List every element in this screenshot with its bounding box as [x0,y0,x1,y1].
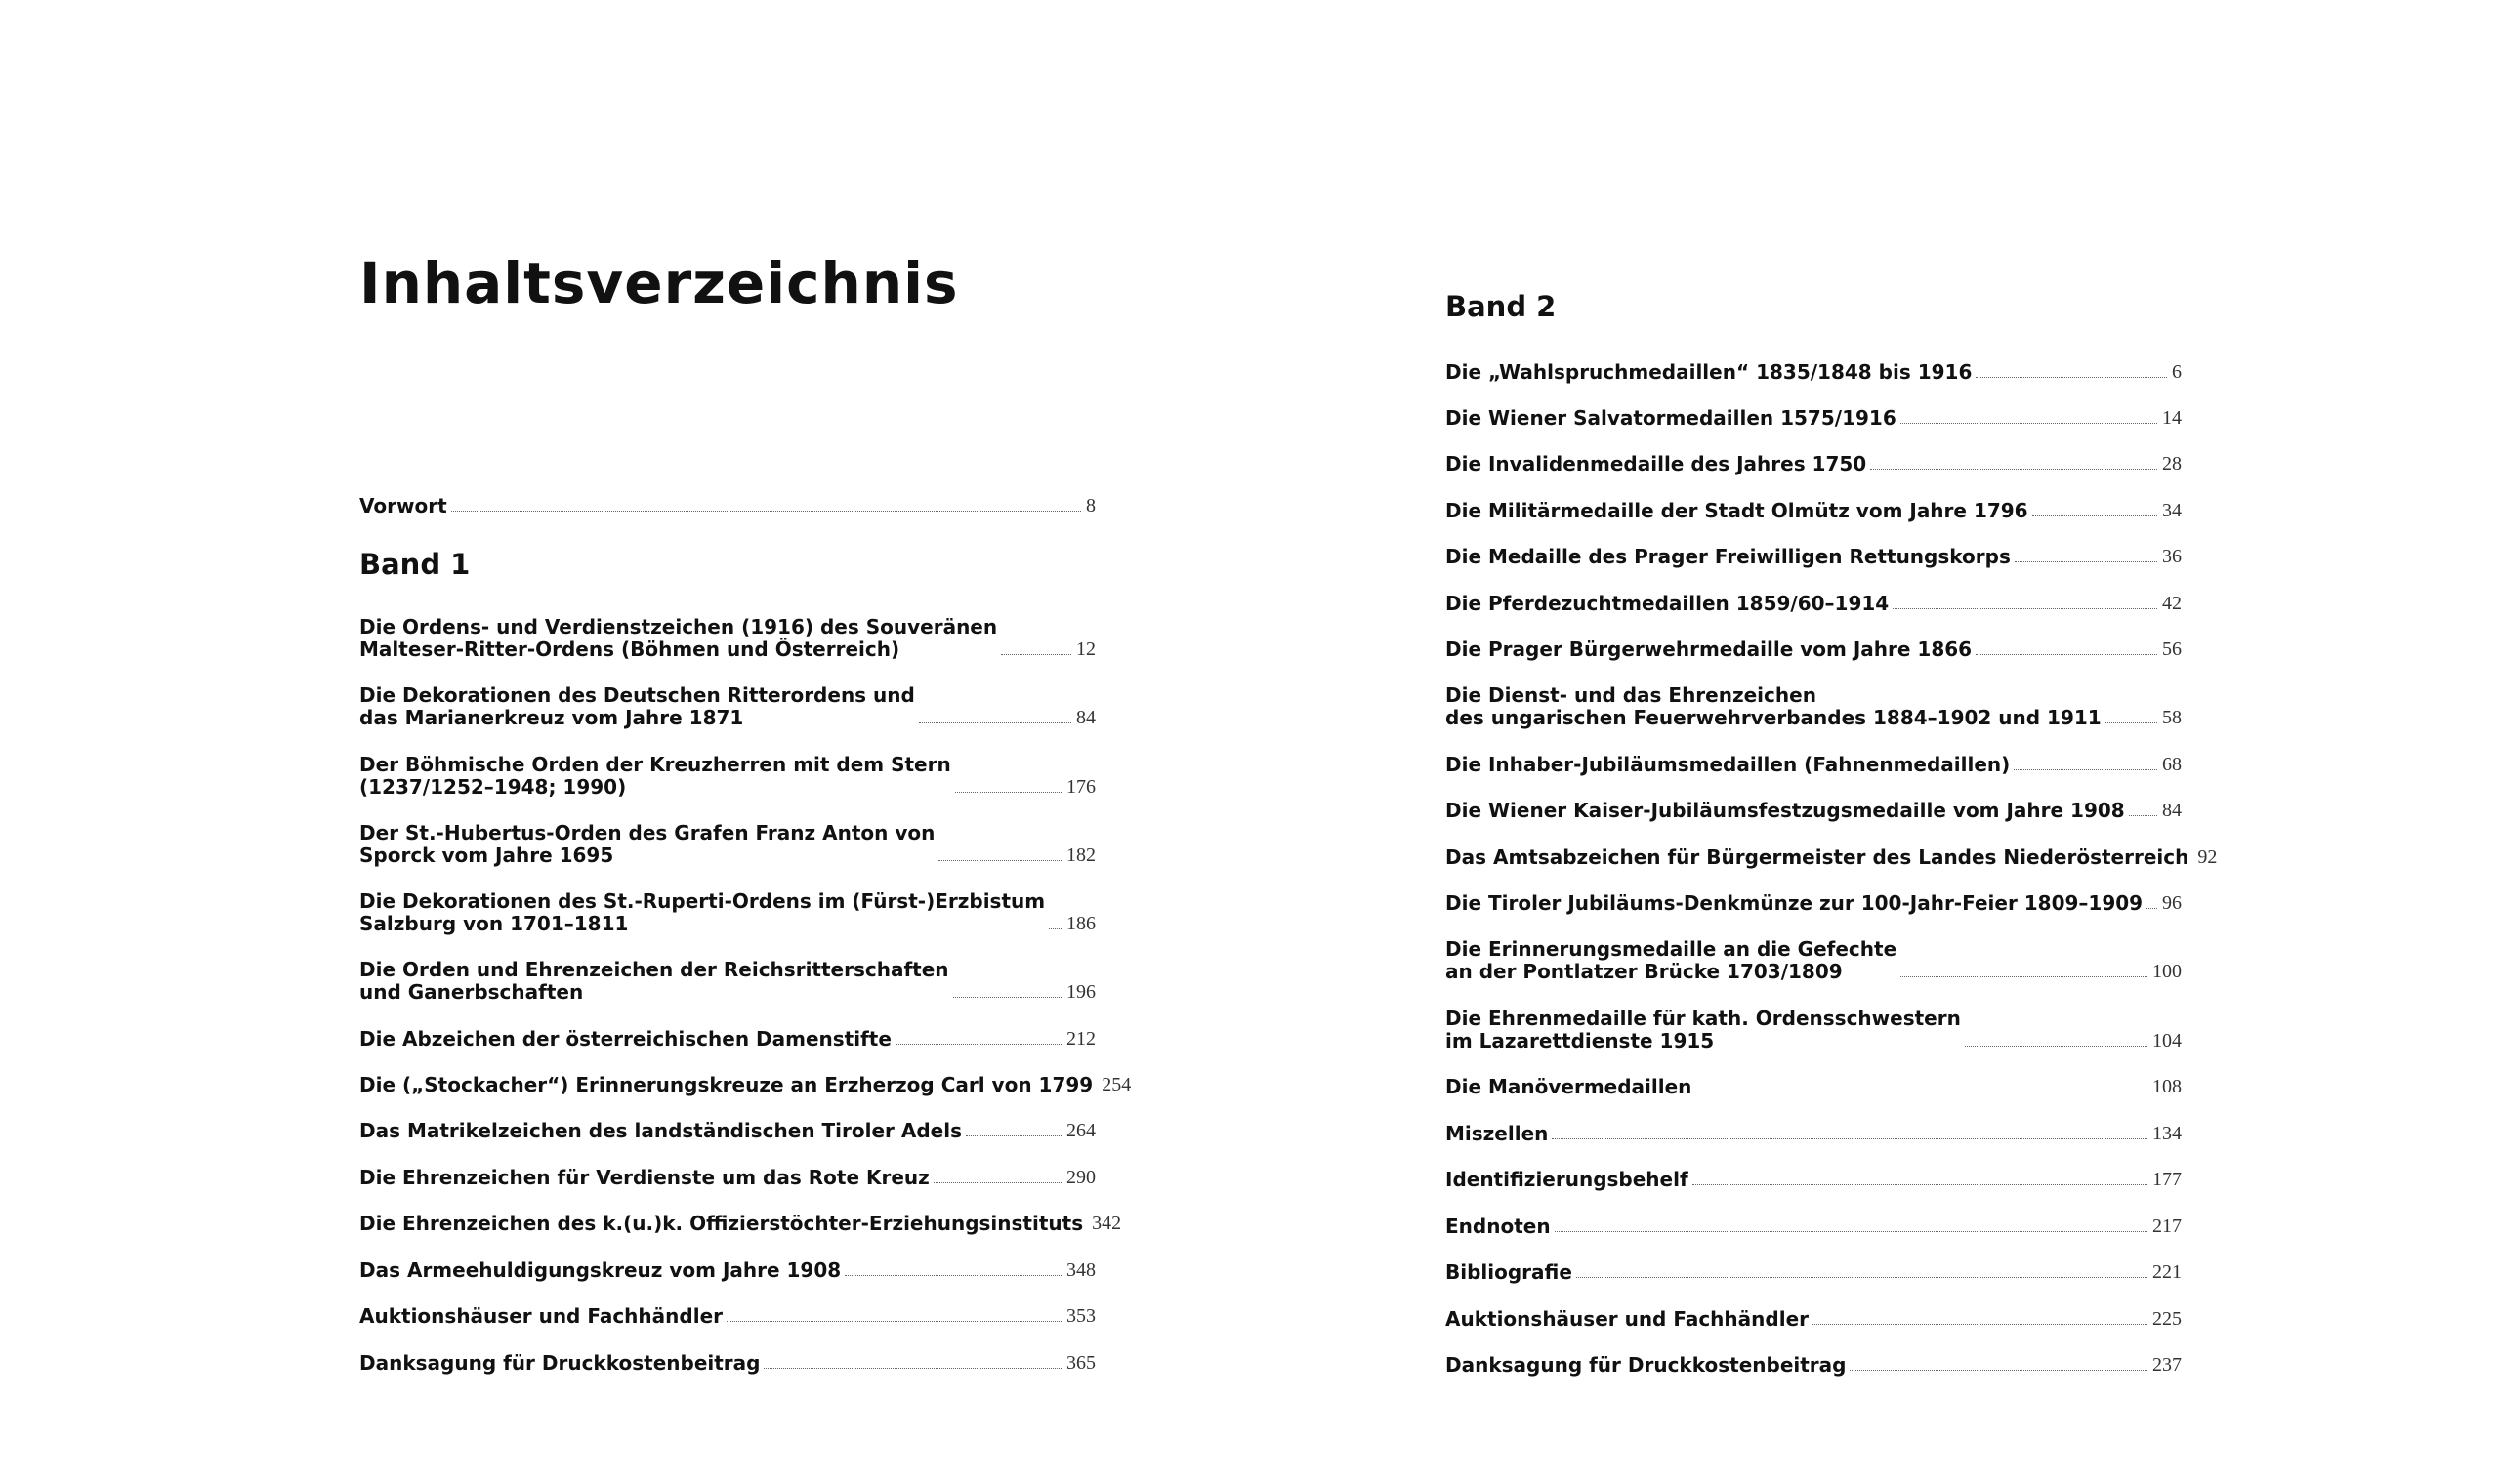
toc-entry-page: 58 [2162,707,2182,728]
band-2-toc-entry[interactable] [1445,1216,2182,1238]
toc-entry-page: 84 [1076,707,1096,728]
dot-leader [2032,515,2157,516]
toc-entry-page: 100 [2152,961,2182,982]
band-2-toc-entry[interactable] [1445,361,2182,384]
dot-leader [764,1367,1062,1369]
dot-leader [1812,1323,2147,1325]
toc-entry-page: 14 [2162,407,2182,429]
dot-leader [896,1043,1062,1045]
toc-entry-title: Danksagung für Druckkostenbeitrag [359,1351,761,1375]
band-2-toc-entry[interactable] [1445,845,2218,869]
toc-entry-page: 84 [2162,800,2182,821]
dot-leader [2015,560,2157,562]
dot-leader [1870,468,2157,470]
toc-entry-title: Identifizierungsbehelf [1445,1168,1688,1191]
dot-leader [1900,975,2147,977]
band-2-toc-entry[interactable] [1445,1008,2182,1052]
toc-entry-page: 264 [1066,1120,1096,1141]
toc-entry-page: 342 [1092,1213,1122,1234]
toc-entry-title: Die Wiener Salvatormedaillen 1575/1916 [1445,406,1896,430]
toc-entry-page: 212 [1066,1028,1096,1050]
toc-entry-page: 221 [2152,1261,2182,1283]
toc-entry-title: Die Erinnerungsmedaille an die Gefechte an der Pontlatzer Brücke 1703/1809 [1445,937,1897,983]
band-1-toc-entry[interactable] [359,822,1096,867]
toc-entry-page: 182 [1066,845,1096,866]
band-1-toc-entry[interactable] [359,616,1096,661]
toc-entry-page: 177 [2152,1169,2182,1190]
dot-leader [1976,376,2167,378]
band-2-toc-entry[interactable] [1445,1076,2182,1098]
dot-leader [1555,1230,2147,1232]
band-1-toc-entry[interactable] [359,959,1096,1004]
toc-entry-title: Bibliografie [1445,1260,1572,1284]
band-1-toc-entry[interactable] [359,1259,1096,1282]
toc-entry-page: 290 [1066,1167,1096,1188]
band-2-toc-entry[interactable] [1445,1169,2182,1191]
band-2-toc-entry[interactable] [1445,684,2182,729]
toc-entry-page: 217 [2152,1216,2182,1237]
toc-entry-page: 12 [1076,639,1096,660]
band-2-toc-entry[interactable] [1445,892,2182,915]
toc-entry-page: 34 [2162,500,2182,521]
dot-leader [934,1181,1062,1183]
dot-leader [1850,1369,2147,1371]
toc-entry-page: 225 [2152,1308,2182,1330]
toc-entry-page: 6 [2172,361,2182,383]
dot-leader [2129,814,2157,816]
toc-entry-page: 104 [2152,1030,2182,1051]
band-2-toc-entry[interactable] [1445,938,2182,983]
toc-entry-page: 237 [2152,1354,2182,1376]
dot-leader [1695,1091,2147,1092]
band-1-heading: Band 1 [359,548,471,581]
toc-entry-page: 56 [2162,639,2182,660]
toc-entry-title: Das Amtsabzeichen für Bürgermeister des Landes Niederösterreich [1445,845,2189,869]
toc-entry-page: 96 [2162,892,2182,914]
band-2-toc-entry[interactable] [1445,1123,2182,1145]
dot-leader [938,859,1062,861]
dot-leader [1001,653,1071,655]
band-1-toc-entry[interactable] [359,1028,1096,1051]
toc-entry-title: Das Armeehuldigungskreuz vom Jahre 1908 [359,1258,842,1282]
toc-entry-vorwort[interactable] [359,495,1096,517]
dot-leader [2146,907,2157,909]
dot-leader [1965,1045,2147,1047]
band-1-toc-entry[interactable] [359,684,1096,729]
band-1-toc-entry[interactable] [359,754,1096,799]
band-1-toc-entry[interactable] [359,1120,1096,1142]
toc-entry-page: 28 [2162,453,2182,474]
toc-entry-title: Die Medaille des Prager Freiwilligen Rettungskorps [1445,545,2011,568]
toc-entry-title: Die („Stockacher“) Erinnerungskreuze an Erzherzog Carl von 1799 [359,1073,1094,1096]
dot-leader [2105,721,2157,723]
toc-entry-page: 348 [1066,1259,1096,1281]
dot-leader [953,996,1062,998]
toc-entry-title: Die Militärmedaille der Stadt Olmütz vom Jahre 1796 [1445,499,2028,522]
dot-leader [1049,928,1062,929]
toc-entry-title: Die Tiroler Jubiläums-Denkmünze zur 100-Jahr-Feier 1809–1909 [1445,891,2144,915]
toc-entry-page: 196 [1066,981,1096,1003]
band-1-toc-entry[interactable] [359,1073,1132,1096]
toc-entry-title: Die „Wahlspruchmedaillen“ 1835/1848 bis 1916 [1445,360,1973,384]
toc-entry-page: 92 [2197,846,2218,868]
toc-entry-title: Auktionshäuser und Fachhändler [359,1304,723,1328]
dot-leader [1576,1276,2147,1278]
toc-entry-title: Die Manövermedaillen [1445,1075,1692,1098]
toc-entry-title: Die Ehrenmedaille für kath. Ordensschwestern im Lazarettdienste 1915 [1445,1007,1961,1052]
toc-entry-page: 176 [1066,776,1096,798]
dot-leader [919,721,1071,723]
toc-entry-page: 8 [1086,495,1096,516]
band-1-toc-entry[interactable] [359,1212,1122,1235]
band-2-toc-entry[interactable] [1445,546,2182,568]
band-2-toc-entry[interactable] [1445,407,2182,430]
toc-entry-title: Die Ehrenzeichen des k.(u.)k. Offizierstöchter-Erziehungsinstituts [359,1212,1084,1235]
dot-leader [2014,768,2157,770]
dot-leader [1900,422,2157,424]
band-1-toc-entry[interactable] [359,1167,1096,1189]
toc-entry-title: Die Ehrenzeichen für Verdienste um das Rote Kreuz [359,1166,930,1189]
dot-leader [1976,653,2157,655]
band-1-toc-entry[interactable] [359,1352,1096,1375]
toc-entry-page: 108 [2152,1076,2182,1097]
toc-entry-page: 68 [2162,754,2182,775]
toc-entry-title: Der Böhmische Orden der Kreuzherren mit dem Stern (1237/1252–1948; 1990) [359,753,951,799]
toc-entry-title: Endnoten [1445,1215,1551,1238]
toc-entry-page: 42 [2162,593,2182,614]
toc-entry-title: Der St.-Hubertus-Orden des Grafen Franz Anton von Sporck vom Jahre 1695 [359,821,936,867]
band-1-toc-entry[interactable] [359,1305,1096,1328]
toc-entry-title: Danksagung für Druckkostenbeitrag [1445,1353,1847,1377]
dot-leader [1893,607,2157,609]
toc-entry-page: 36 [2162,546,2182,567]
toc-entry-title: Die Dekorationen des St.-Ruperti-Ordens im (Fürst-)Erzbistum Salzburg von 1701–1811 [359,889,1046,935]
dot-leader [845,1274,1062,1276]
band-2-toc-entry[interactable] [1445,453,2182,475]
toc-entry-title: Miszellen [1445,1122,1549,1145]
toc-entry-title: Auktionshäuser und Fachhändler [1445,1307,1809,1331]
toc-entry-page: 186 [1066,913,1096,934]
toc-entry-title: Die Orden und Ehrenzeichen der Reichsritterschaften und Ganerbschaften [359,958,949,1004]
toc-entry-title: Vorwort [359,494,447,517]
page-title: Inhaltsverzeichnis [359,249,959,316]
toc-entry-title: Das Matrikelzeichen des landständischen Tiroler Adels [359,1119,963,1142]
band-2-toc-entry[interactable] [1445,639,2182,661]
dot-leader [1692,1183,2147,1185]
toc-entry-title: Die Dienst- und das Ehrenzeichen des ungarischen Feuerwehrverbandes 1884–1902 und 1911 [1445,683,2102,729]
toc-entry-title: Die Wiener Kaiser-Jubiläumsfestzugsmedaille vom Jahre 1908 [1445,799,2125,822]
toc-entry-page: 134 [2152,1123,2182,1144]
toc-entry-title: Die Dekorationen des Deutschen Ritterordens und das Marianerkreuz vom Jahre 1871 [359,683,915,729]
toc-entry-page: 254 [1102,1074,1132,1095]
toc-entry-title: Die Invalidenmedaille des Jahres 1750 [1445,452,1867,475]
toc-entry-title: Die Prager Bürgerwehrmedaille vom Jahre 1866 [1445,638,1973,661]
dot-leader [955,791,1062,793]
dot-leader [727,1320,1062,1322]
dot-leader [451,510,1081,512]
toc-entry-title: Die Inhaber-Jubiläumsmedaillen (Fahnenmedaillen) [1445,753,2011,776]
band-2-toc-entry[interactable] [1445,800,2182,822]
toc-entry-page: 353 [1066,1305,1096,1327]
band-2-heading: Band 2 [1445,290,1557,323]
toc-entry-title: Die Ordens- und Verdienstzeichen (1916) des Souveränen Malteser-Ritter-Ordens (Böhmen und Österreich) [359,615,998,661]
toc-entry-title: Die Abzeichen der österreichischen Damenstifte [359,1027,892,1051]
band-2-toc-entry[interactable] [1445,1308,2182,1331]
toc-entry-title: Die Pferdezuchtmedaillen 1859/60–1914 [1445,592,1890,615]
band-2-toc-entry[interactable] [1445,754,2182,776]
toc-entry-page: 365 [1066,1352,1096,1374]
band-2-toc-entry[interactable] [1445,1261,2182,1284]
dot-leader [1552,1137,2147,1139]
band-2-toc-entry[interactable] [1445,500,2182,522]
band-2-toc-entry[interactable] [1445,1354,2182,1377]
band-1-toc-entry[interactable] [359,890,1096,935]
band-2-toc-entry[interactable] [1445,593,2182,615]
dot-leader [966,1134,1062,1136]
